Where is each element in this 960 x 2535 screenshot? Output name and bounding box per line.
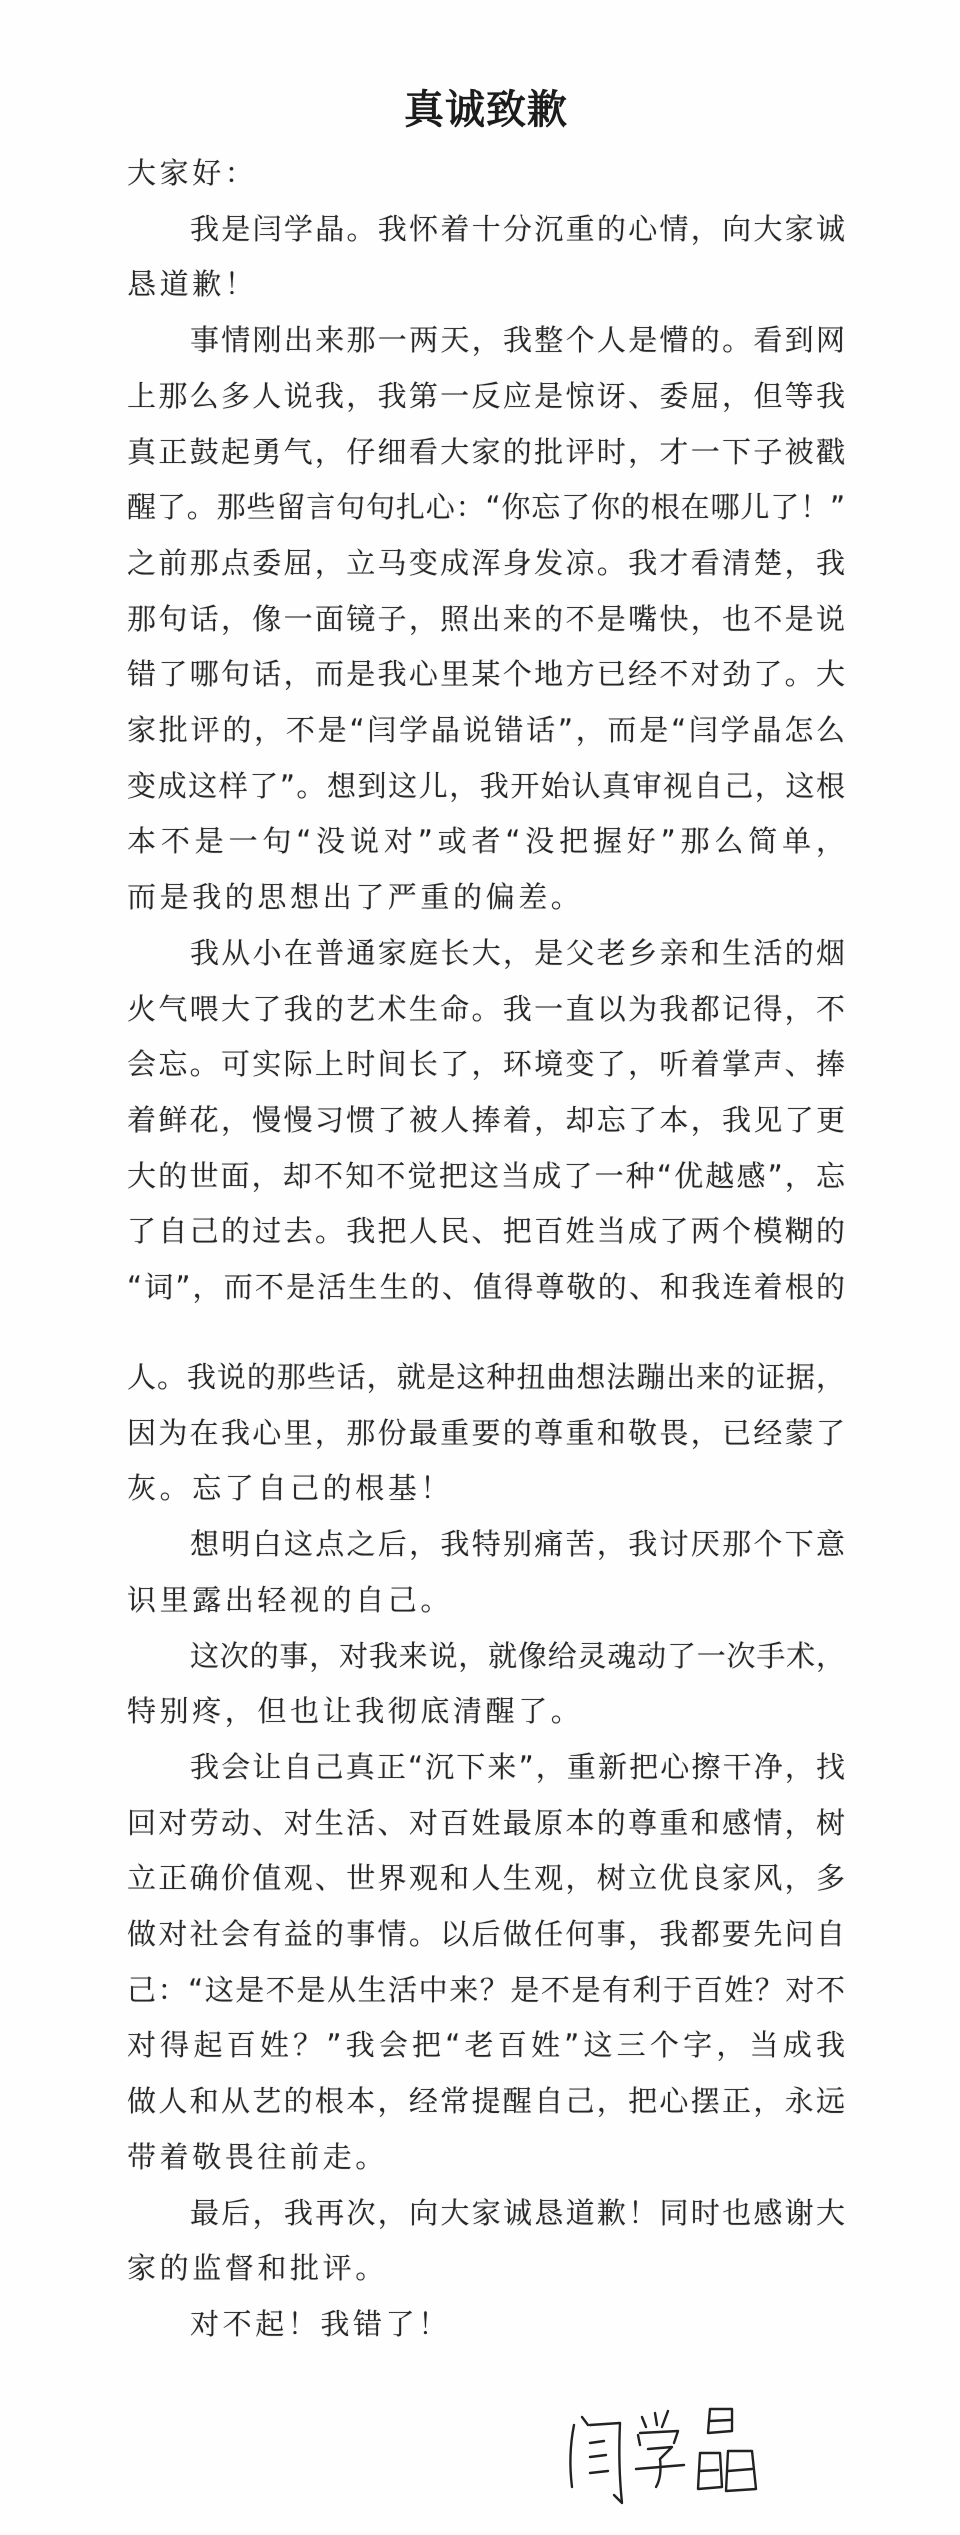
paragraph-line: 人。我说的那些话，就是这种扭曲想法蹦出来的证据， bbox=[127, 1360, 845, 1394]
paragraph-line: 带着敬畏往前走。 bbox=[127, 2139, 388, 2174]
paragraph-line: 家批评的，不是“闫学晶说错话”，而是“闫学晶怎么 bbox=[127, 713, 845, 747]
paragraph-line: 想明白这点之后，我特别痛苦，我讨厌那个下意 bbox=[190, 1527, 845, 1562]
paragraph-line: 而是我的思想出了严重的偏差。 bbox=[127, 880, 584, 915]
paragraph-line: 识里露出轻视的自己。 bbox=[127, 1582, 454, 1617]
paragraph-line: 上那么多人说我，我第一反应是惊讶、委屈，但等我 bbox=[127, 378, 845, 413]
paragraph-line: 立正确价值观、世界观和人生观，树立优良家风，多 bbox=[127, 1861, 845, 1896]
paragraph-line: 我从小在普通家庭长大，是父老乡亲和生活的烟 bbox=[190, 935, 845, 970]
paragraph-line: 因为在我心里，那份最重要的尊重和敬畏，已经蒙了 bbox=[127, 1415, 845, 1450]
paragraph-line: 家的监督和批评。 bbox=[127, 2251, 388, 2286]
letter-title: 真诚致歉 bbox=[404, 87, 568, 133]
paragraph-line: “词”，而不是活生生的、值得尊敬的、和我连着根的 bbox=[127, 1270, 845, 1304]
paragraph-line: 恳道歉！ bbox=[127, 267, 258, 302]
paragraph-line: 那句话，像一面镜子，照出来的不是嘴快，也不是说 bbox=[127, 601, 845, 636]
paragraph-line: 己：“这是不是从生活中来？是不是有利于百姓？对不 bbox=[127, 1972, 845, 2007]
paragraph-line: 最后，我再次，向大家诚恳道歉！同时也感谢大 bbox=[190, 2195, 845, 2230]
paragraph-line: 事情刚出来那一两天，我整个人是懵的。看到网 bbox=[190, 323, 845, 358]
paragraph-line: 这次的事，对我来说，就像给灵魂动了一次手术， bbox=[190, 1638, 845, 1673]
paragraph-line: 了自己的过去。我把人民、把百姓当成了两个模糊的 bbox=[127, 1214, 845, 1249]
paragraph-line: 本不是一句“没说对”或者“没把握好”那么简单， bbox=[127, 824, 845, 859]
paragraph-line: 火气喂大了我的艺术生命。我一直以为我都记得，不 bbox=[127, 991, 845, 1026]
paragraph-line: 着鲜花，慢慢习惯了被人捧着，却忘了本，我见了更 bbox=[127, 1102, 845, 1137]
paragraph-line: 回对劳动、对生活、对百姓最原本的尊重和感情，树 bbox=[127, 1805, 845, 1840]
paragraph-line: 特别疼，但也让我彻底清醒了。 bbox=[127, 1694, 584, 1729]
paragraph-line: 我会让自己真正“沉下来”，重新把心擦干净，找 bbox=[190, 1749, 845, 1784]
paragraph-line: 灰。忘了自己的根基！ bbox=[127, 1471, 454, 1506]
paragraph-line: 做人和从艺的根本，经常提醒自己，把心摆正，永远 bbox=[127, 2084, 845, 2119]
paragraph-line: 醒了。那些留言句句扎心：“你忘了你的根在哪儿了！” bbox=[127, 490, 845, 525]
handwritten-signature bbox=[560, 2395, 770, 2520]
paragraph-line: 对得起百姓？”我会把“老百姓”这三个字，当成我 bbox=[127, 2028, 845, 2063]
paragraph-line: 对不起！我错了！ bbox=[190, 2306, 451, 2341]
greeting-line: 大家好： bbox=[127, 156, 258, 190]
paragraph-line: 我是闫学晶。我怀着十分沉重的心情，向大家诚 bbox=[190, 211, 845, 246]
paragraph-line: 错了哪句话，而是我心里某个地方已经不对劲了。大 bbox=[127, 657, 845, 692]
paragraph-line: 真正鼓起勇气，仔细看大家的批评时，才一下子被戳 bbox=[127, 434, 845, 469]
paragraph-line: 大的世面，却不知不觉把这当成了一种“优越感”，忘 bbox=[127, 1158, 845, 1193]
paragraph-line: 会忘。可实际上时间长了，环境变了，听着掌声、捧 bbox=[127, 1047, 845, 1082]
paragraph-line: 变成这样了”。想到这儿，我开始认真审视自己，这根 bbox=[127, 768, 845, 803]
paragraph-line: 之前那点委屈，立马变成浑身发凉。我才看清楚，我 bbox=[127, 545, 845, 580]
paragraph-line: 做对社会有益的事情。以后做任何事，我都要先问自 bbox=[127, 1917, 845, 1951]
